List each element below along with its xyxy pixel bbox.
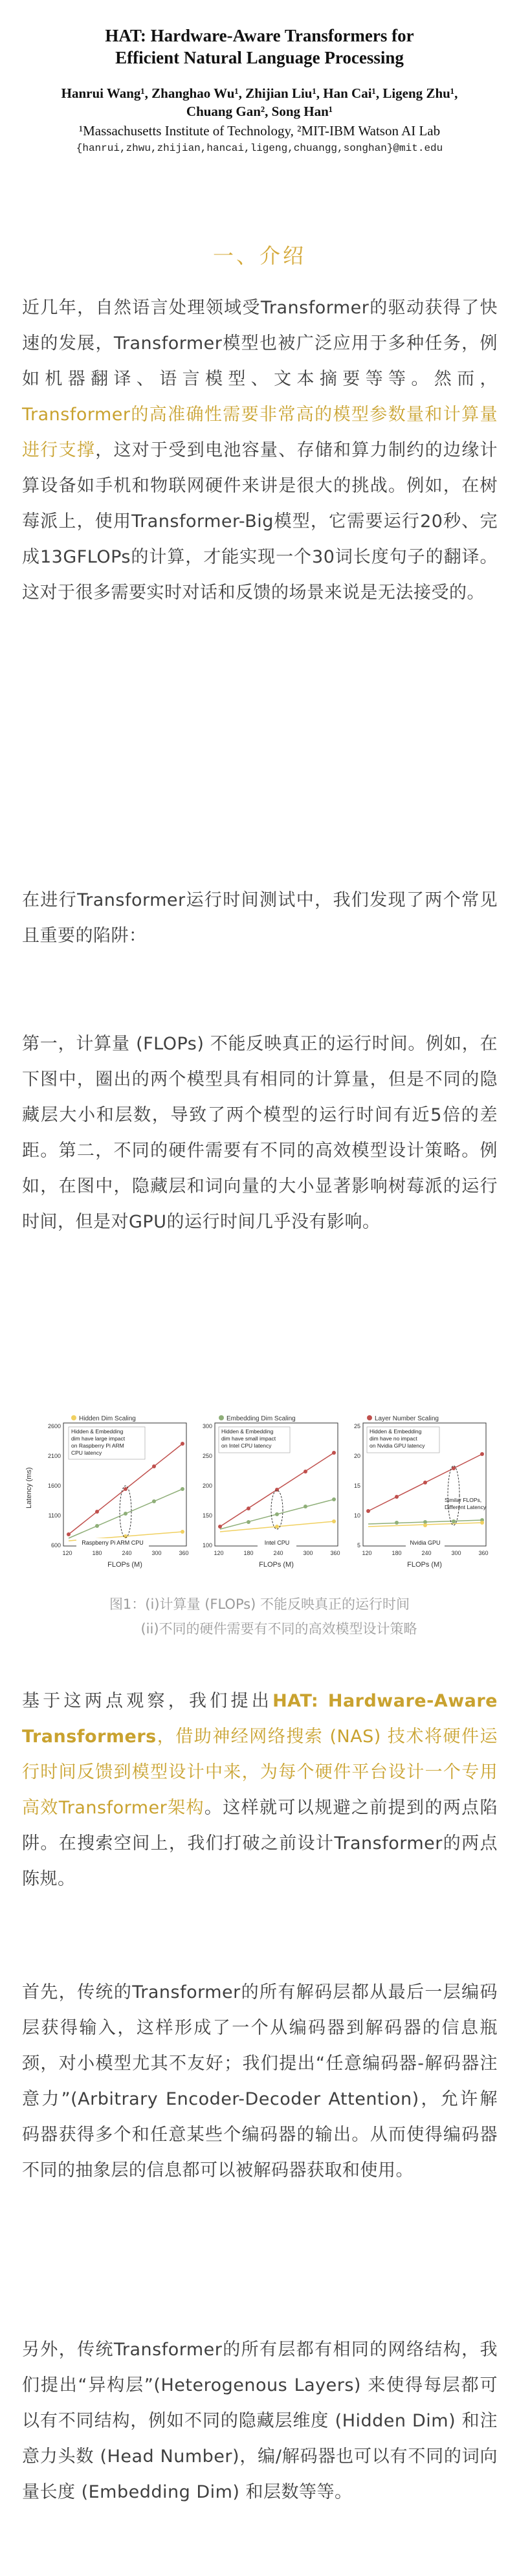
x-tick: 360 xyxy=(179,1550,189,1556)
chart-note: dim have large impact xyxy=(71,1435,126,1442)
legend-embedding: Embedding Dim Scaling xyxy=(226,1415,296,1422)
paragraph-pitfalls-intro: 在进行Transformer运行时间测试中，我们发现了两个常见且重要的陷阱： xyxy=(22,890,498,946)
paragraph-heterogenous: 另外，传统Transformer的所有层都有相同的网络结构，我们提出“异构层”(Heterogenous Layers) 来使得每层都可以有不同结构，例如不同的隐藏层维度 (Hidden Dim) 和注意力头数 (Head Number)，编/解码器也可以有不同的词向量长度 (Embedding Dim) 和层数等等。 xyxy=(22,2340,498,2502)
device-label: Nvidia GPU xyxy=(410,1540,441,1546)
y-axis-label-wrap xyxy=(22,1424,35,1560)
paper-title xyxy=(0,25,519,69)
data-point xyxy=(152,1464,156,1468)
figure-latency xyxy=(22,1411,498,1586)
y-tick: 200 xyxy=(202,1483,212,1489)
x-tick: 240 xyxy=(421,1550,432,1556)
y-tick: 10 xyxy=(353,1512,360,1519)
data-point xyxy=(247,1506,250,1510)
y-tick: 15 xyxy=(353,1483,360,1489)
author-emails: {hanrui,zhwu,zhijian,hancai,ligeng,chuangg,songhan}@mit.edu xyxy=(76,142,443,154)
legend-marker-hidden xyxy=(71,1415,76,1420)
data-point xyxy=(95,1524,99,1528)
data-point xyxy=(480,1452,484,1456)
paragraph-encoder-decoder: 首先，传统的Transformer的所有解码层都从最后一层编码层获得输入，这样形成了一个从编码器到解码器的信息瓶颈，对小模型尤其不友好；我们提出“任意编码器-解码器注意力”(Arbitrary Encoder-Decoder Attention)，允许解码器获得多个和任意某些个编码器的输出。从而使得编码器不同的抽象层的信息都可以被解码器获取和使用。 xyxy=(22,1982,498,2180)
legend-marker-embedding xyxy=(219,1415,224,1420)
figure-caption-line1: 图1：(i)计算量 (FLOPs) 不能反映真正的运行时间 xyxy=(109,1596,410,1612)
data-point xyxy=(366,1509,370,1513)
authors-line2: Chuang Gan², Song Han¹ xyxy=(186,104,333,119)
y-tick: 2600 xyxy=(47,1423,61,1429)
x-tick: 180 xyxy=(392,1550,402,1556)
x-tick: 120 xyxy=(362,1550,372,1556)
data-point xyxy=(95,1510,99,1514)
data-point xyxy=(332,1451,336,1455)
data-point xyxy=(218,1525,222,1529)
chart-panel-rpi xyxy=(40,1411,190,1573)
y-tick: 300 xyxy=(202,1423,212,1429)
p1-highlight: Transformer的高准确性需要非常高的模型参数量和计算量进行支撑 xyxy=(22,405,498,460)
data-point xyxy=(395,1495,399,1499)
data-point xyxy=(67,1532,71,1536)
p4-text-b: 。这样就可以规避之前提到的两点陷阱。在搜索空间上，我们打破之前设计Transformer的两点陈规。 xyxy=(22,1798,498,1889)
data-point xyxy=(152,1499,156,1503)
chart-panel-gpu xyxy=(348,1411,498,1573)
chart-note: Different Latency xyxy=(445,1504,487,1510)
y-axis-label: Latency (ms) xyxy=(25,1467,33,1508)
y-tick: 150 xyxy=(202,1512,212,1519)
data-point xyxy=(395,1521,399,1525)
legend-marker-layer xyxy=(367,1415,372,1420)
chart-panel-intel xyxy=(195,1411,346,1573)
data-point xyxy=(247,1520,250,1524)
legend-hidden: Hidden Dim Scaling xyxy=(79,1415,136,1422)
data-point xyxy=(124,1487,127,1491)
y-tick: 2100 xyxy=(47,1453,61,1459)
x-axis-label: FLOPs (M) xyxy=(407,1561,442,1569)
x-tick: 120 xyxy=(62,1550,72,1556)
y-tick: 600 xyxy=(50,1542,61,1549)
paper-authors xyxy=(0,84,519,120)
x-tick: 240 xyxy=(122,1550,132,1556)
p4-text-a: 基于这两点观察，我们提出 xyxy=(22,1691,273,1711)
x-axis-label: FLOPs (M) xyxy=(259,1561,294,1569)
p4-highlight: ，借助神经网络搜索 (NAS) 技术将硬件运行时间反馈到模型设计中来，为每个硬件平台设计一个专用高效Transformer架构 xyxy=(22,1727,498,1818)
data-point xyxy=(332,1497,336,1501)
x-tick: 360 xyxy=(478,1550,489,1556)
chart-note: Hidden & Embedding xyxy=(221,1428,274,1435)
legend-layer: Layer Number Scaling xyxy=(375,1415,439,1422)
paper-title-line2: Efficient Natural Language Processing xyxy=(115,48,404,67)
y-tick: 5 xyxy=(357,1542,360,1549)
paragraph-hat xyxy=(22,1683,498,1897)
chart-note: on Intel CPU latency xyxy=(221,1442,272,1449)
device-label: Intel CPU xyxy=(264,1540,290,1546)
paragraph-intro xyxy=(22,290,498,610)
x-tick: 300 xyxy=(451,1550,461,1556)
data-point xyxy=(304,1470,307,1473)
chart-note: Similar FLOPs, xyxy=(445,1497,482,1503)
paragraph-pitfalls: 第一，计算量 (FLOPs) 不能反映真正的运行时间。例如，在下图中，圈出的两个模型具有相同的计算量，但是不同的隐藏层大小和层数，导致了两个模型的运行时间有近5倍的差距。第二，不同的硬件需要有不同的高效模型设计策略。例如，在图中，隐藏层和词向量的大小显著影响树莓派的运行时间，但是对GPU的运行时间几乎没有影响。 xyxy=(22,1034,498,1232)
data-point xyxy=(124,1512,127,1516)
data-point xyxy=(181,1530,184,1534)
data-point xyxy=(332,1519,336,1523)
y-tick: 1600 xyxy=(47,1483,61,1489)
y-tick: 20 xyxy=(353,1453,360,1459)
y-tick: 25 xyxy=(353,1423,360,1429)
x-tick: 180 xyxy=(243,1550,254,1556)
chart-note: Hidden & Embedding xyxy=(370,1428,422,1435)
paper-header xyxy=(0,25,519,155)
data-point xyxy=(181,1442,184,1446)
data-point xyxy=(275,1512,279,1516)
chart-note: dim have small impact xyxy=(221,1435,276,1442)
data-point xyxy=(423,1523,427,1527)
y-tick: 1100 xyxy=(48,1512,61,1519)
x-axis-label: FLOPs (M) xyxy=(107,1561,142,1569)
data-point xyxy=(275,1525,279,1529)
authors-line1: Hanrui Wang¹, Zhanghao Wu¹, Zhijian Liu¹, Han Cai¹, Ligeng Zhu¹, xyxy=(61,85,458,101)
data-point xyxy=(480,1521,484,1525)
data-point xyxy=(423,1481,427,1484)
data-point xyxy=(452,1519,456,1523)
p1-text-b: ，这对于受到电池容量、存储和算力制约的边缘计算设备如手机和物联网硬件来讲是很大的挑战。例如，在树莓派上，使用Transformer-Big模型，它需要运行20秒、完成13GFLOPs的计算，才能实现一个30词长度句子的翻译。这对于很多需要实时对话和反馈的场景来说是无法接受的。 xyxy=(22,440,498,603)
p1-text-a: 近几年，自然语言处理领域受Transformer的驱动获得了快速的发展，Transformer模型也被广泛应用于多种任务，例如机器翻译、语言模型、文本摘要等等。然而， xyxy=(22,298,498,389)
x-tick: 120 xyxy=(214,1550,224,1556)
p4-highlight-bold: HAT: Hardware-Aware Transformers xyxy=(22,1691,498,1747)
chart-note: CPU latency xyxy=(71,1450,102,1456)
data-point xyxy=(181,1487,184,1491)
x-tick: 300 xyxy=(151,1550,162,1556)
chart-note: Hidden & Embedding xyxy=(71,1428,124,1435)
x-tick: 240 xyxy=(273,1550,283,1556)
figure-caption-line2: (ii)不同的硬件需要有不同的高效模型设计策略 xyxy=(140,1621,417,1637)
section-title: 一、介绍 xyxy=(212,243,306,268)
device-label: Raspberry Pi ARM CPU xyxy=(82,1540,144,1546)
chart-note: on Nvidia GPU latency xyxy=(370,1442,425,1449)
x-tick: 180 xyxy=(92,1550,102,1556)
x-tick: 300 xyxy=(303,1550,313,1556)
x-tick: 360 xyxy=(330,1550,340,1556)
chart-note: dim have no impact xyxy=(370,1435,417,1442)
paper-title-line1: HAT: Hardware-Aware Transformers for xyxy=(105,26,414,45)
chart-note: on Raspberry Pi ARM xyxy=(71,1442,124,1449)
y-tick: 100 xyxy=(202,1542,212,1549)
y-tick: 250 xyxy=(202,1453,212,1459)
affiliations: ¹Massachusetts Institute of Technology, ²MIT-IBM Watson AI Lab xyxy=(78,123,441,139)
data-point xyxy=(304,1505,307,1508)
